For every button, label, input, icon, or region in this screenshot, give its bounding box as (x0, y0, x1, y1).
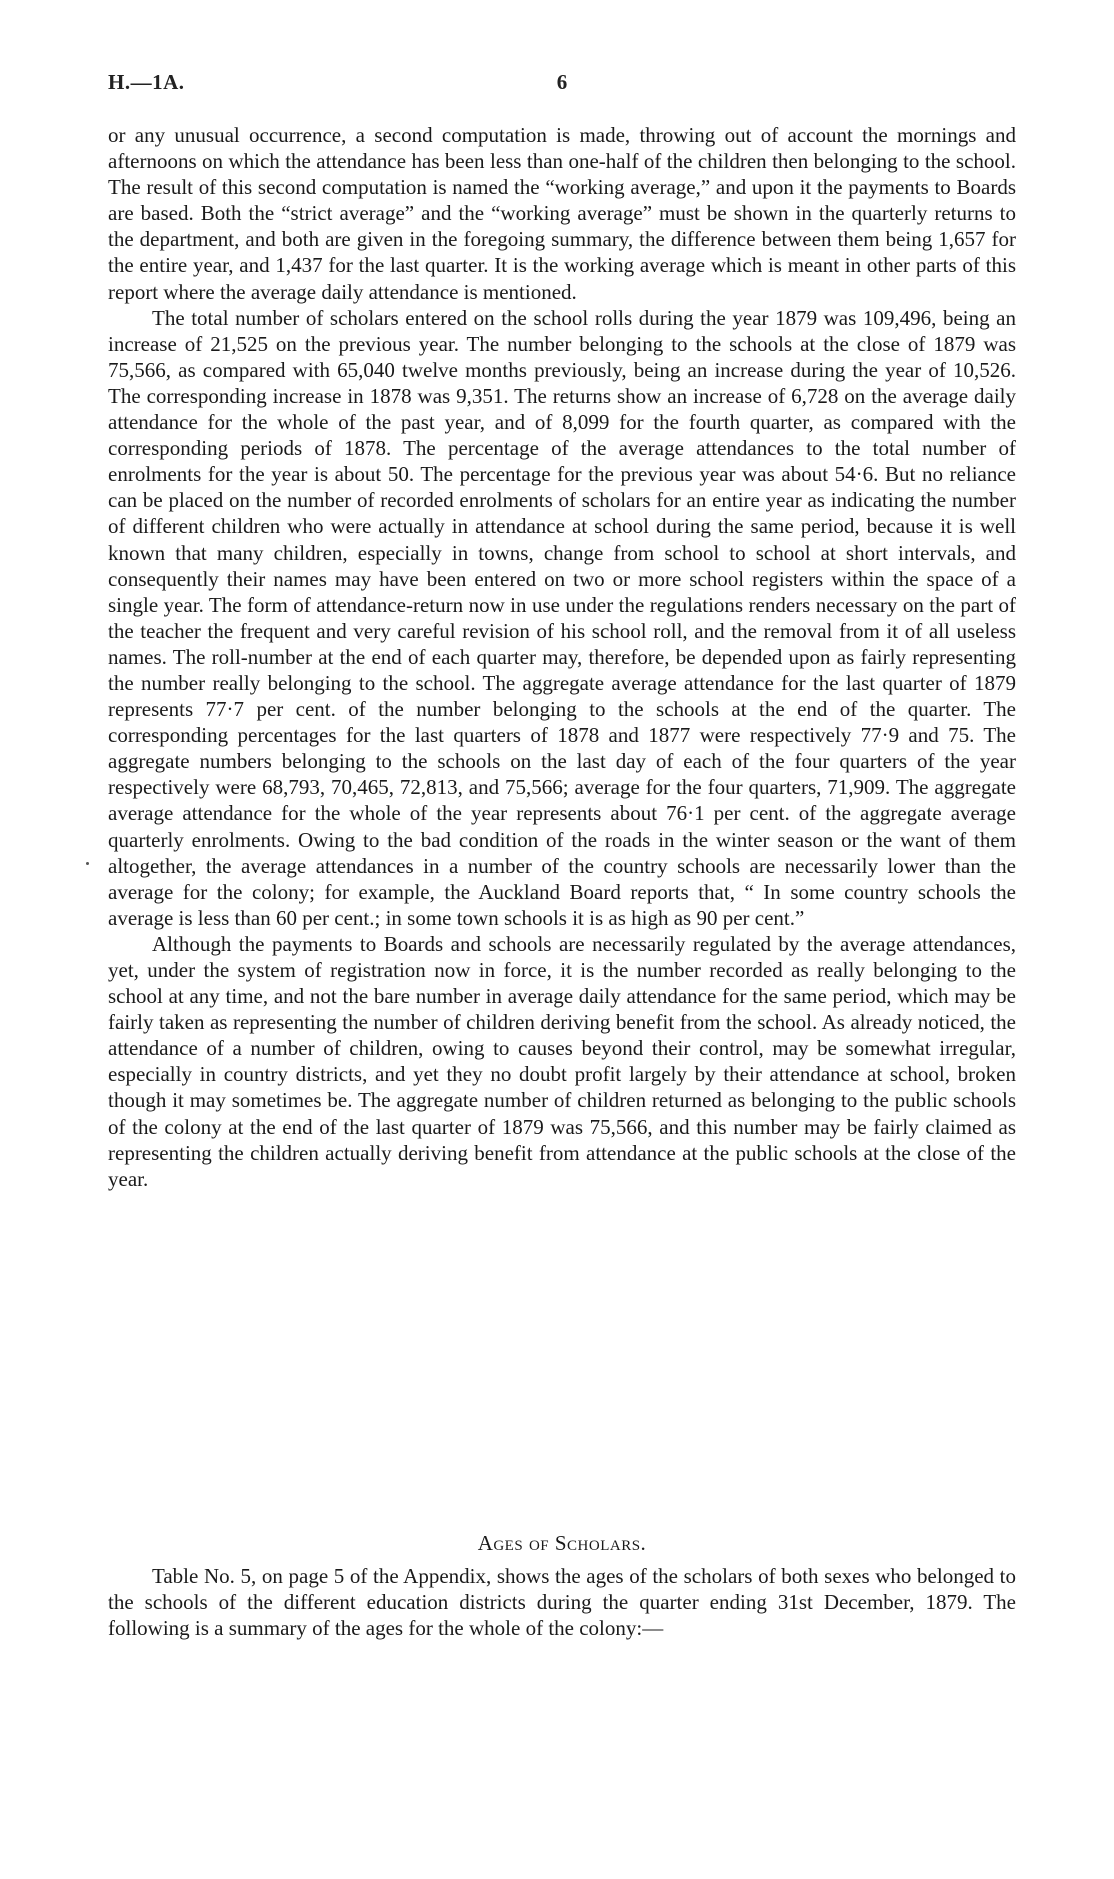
paragraph-payments-attendance: Although the payments to Boards and schools are necessarily regulated by the average attendances, yet, under the system of registration now in force, it is the number recorded as really belonging to the school at any time, and not the bare number in average daily attendance for the same period, which may be fairly taken as representing the number of children deriving benefit from the school. As already noticed, the attendance of a number of children, owing to causes beyond their control, may be somewhat irregular, especially in country districts, and yet they no doubt profit largely by their attendance at school, broken though it may sometimes be. The aggregate number of children returned as belonging to the public schools of the colony at the end of the last quarter of 1879 was 75,566, and this number may be fairly claimed as representing the children actually deriving benefit from attendance at the public schools at the close of the year. (108, 931, 1016, 1191)
document-reference: H.—1A. (108, 70, 185, 94)
section-heading: Ages of Scholars. (477, 1531, 647, 1555)
page-number: 6 (556, 70, 568, 94)
page-header (108, 70, 1016, 98)
paragraph-scholars-enrolment: The total number of scholars entered on the school rolls during the year 1879 was 109,496, being an increase of 21,525 on the previous year. The number belonging to the schools at the close of 1879 was 75,566, as compared with 65,040 twelve months previously, being an increase during the year of 10,526. The corresponding increase in 1878 was 9,351. The returns show an increase of 6,728 on the average daily attendance for the whole of the past year, and of 8,099 for the fourth quarter, as compared with the corresponding periods of 1878. The percentage of the average attendances to the total number of enrolments for the year is about 50. The percentage for the previous year was about 54·6. But no reliance can be placed on the number of recorded enrolments of scholars for an entire year as indicating the number of different children who were actually in attendance at school during the same period, because it is well known that many children, especially in towns, change from school to school at short intervals, and consequently their names may have been entered on two or more school registers within the space of a single year. The form of attendance-return now in use under the regulations renders necessary on the part of the teacher the frequent and very careful revision of his school roll, and the removal from it of all useless names. The roll-number at the end of each quarter may, therefore, be depended upon as fairly representing the number really belonging to the school. The aggregate average attendance for the last quarter of 1879 represents 77·7 per cent. of the number belonging to the schools at the end of the quarter. The corresponding percentages for the last quarters of 1878 and 1877 were respectively 77·9 and 75. The aggregate numbers belonging to the schools on the last day of each of the four quarters of the year respectively were 68,793, 70,465, 72,813, and 75,566; average for the four quarters, 71,909. The aggregate average attendance for the whole of the year represents about 76·1 per cent. of the aggregate average quarterly enrolments. Owing to the bad condition of the roads in the winter season or the want of them altogether, the average attendances in a number of the country schools are necessarily lower than the average for the colony; for example, the Auckland Board reports that, “ In some country schools the average is less than 60 per cent.; in some town schools it is as high as 90 per cent.” (108, 305, 1016, 930)
body-text (108, 122, 1016, 1192)
paragraph-ages-of-scholars: Table No. 5, on page 5 of the Appendix, shows the ages of the scholars of both sexes who belonged to the schools of the different education districts during the quarter ending 31st December, 1879. The following is a summary of the ages for the whole of the colony:— (108, 1564, 1016, 1641)
section-body (108, 1563, 1016, 1641)
paragraph-continued: or any unusual occurrence, a second computation is made, throwing out of account the mornings and afternoons on which the attendance has been less than one-half of the children then belonging to the school. The result of this second computation is named the “working average,” and upon it the payments to Boards are based. Both the “strict average” and the “working average” must be shown in the quarterly returns to the department, and both are given in the foregoing summary, the difference between them being 1,657 for the entire year, and 1,437 for the last quarter. It is the working average which is meant in other parts of this report where the average daily attendance is mentioned. (108, 123, 1016, 304)
margin-mark (86, 862, 89, 865)
